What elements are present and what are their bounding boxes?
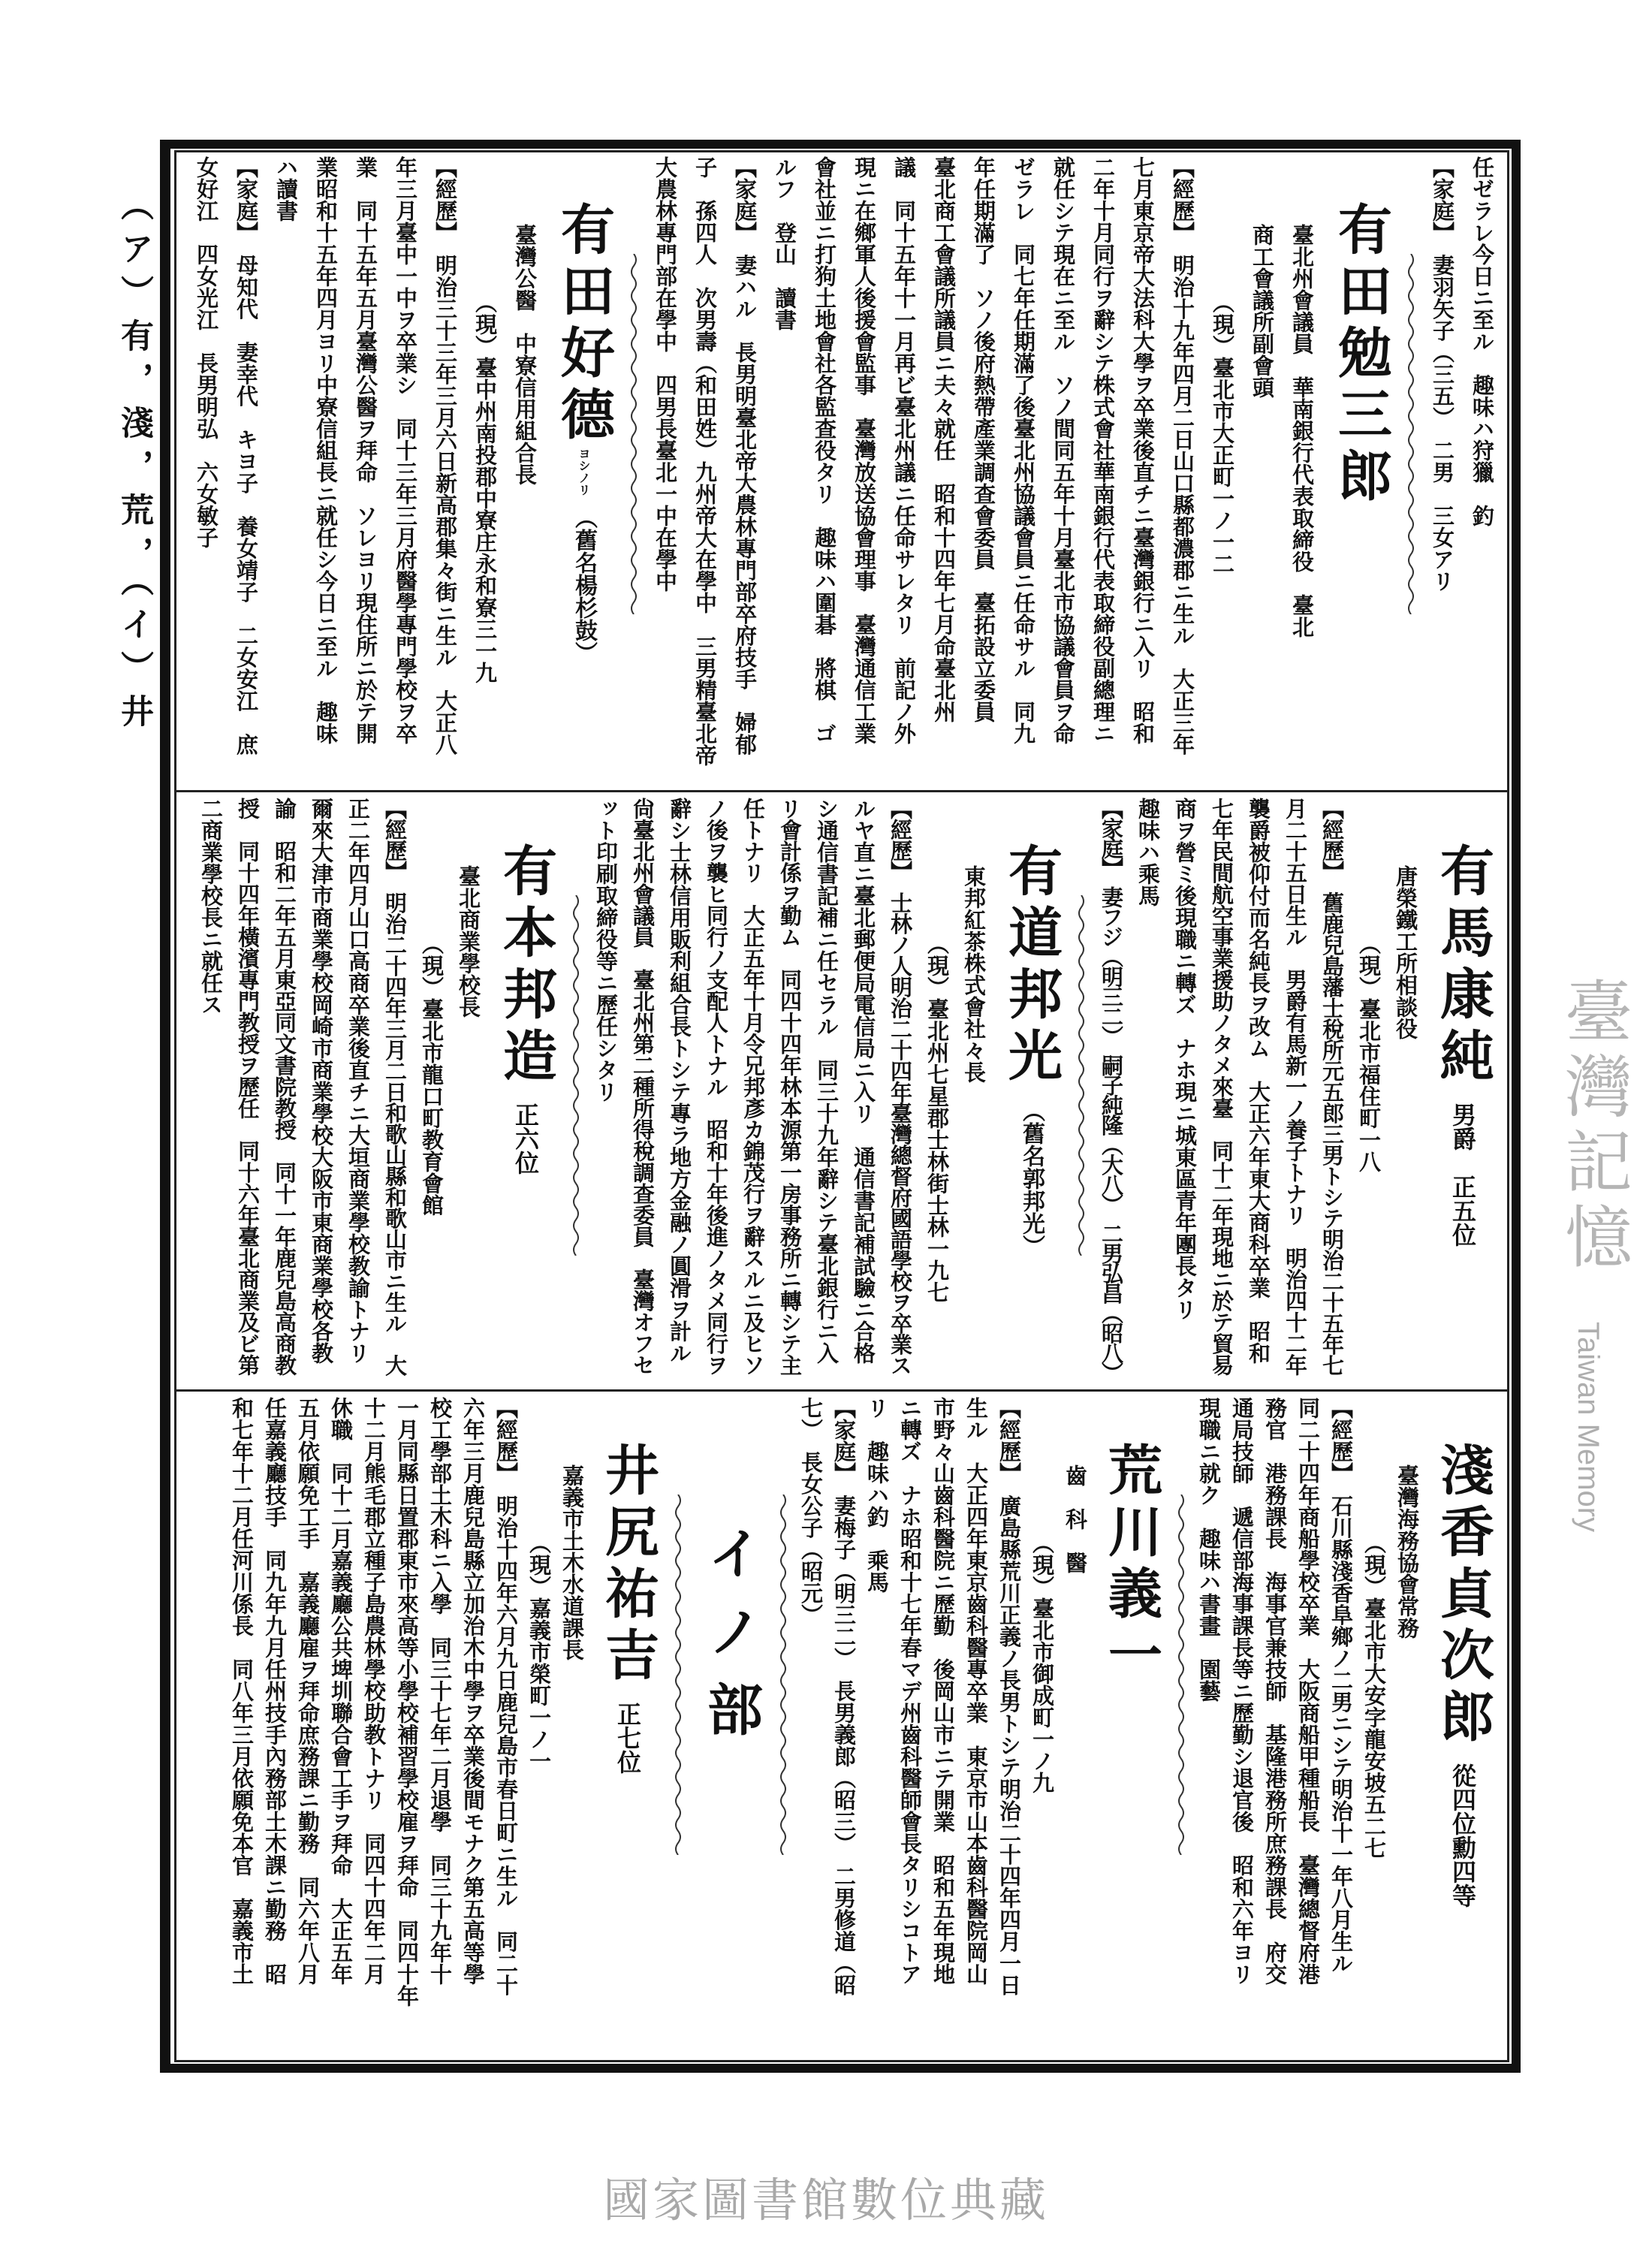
entry-name-heading	[1424, 798, 1502, 1383]
text-column: リ 趣味ハ釣 乘馬	[864, 1397, 890, 1593]
text-column: 業昭和十五年四月ヨリ中寮信組長ニ就任シ今日ニ至ル 趣味	[313, 156, 339, 744]
text-column: 【經歷】 士林ノ人明治二十四年臺灣總督府國語學校ヲ卒業ス	[888, 798, 913, 1376]
text-column: 現ニ在鄉軍人後援會監事 臺灣放送協會理事 臺灣通信工業	[852, 156, 877, 744]
text-column: 年任期滿了 ソノ後府熱帶產業調查會委員 臺拓設立委員	[971, 156, 996, 722]
text-column: 月二十五日生ル 男爵有馬新一ノ養子トナリ 明治四十二年	[1283, 798, 1308, 1376]
person-name: 井尻祐吉	[596, 1442, 660, 1688]
text-column: 【經歷】 明治二十四年三月二日和歌山縣和歌山市ニ生ル 大	[382, 798, 408, 1376]
text-column: 【家庭】 妻ハル 長男明臺北帝大農林專門部卒府技手 婦郁	[732, 156, 758, 756]
text-column: 同二十四年商船學校卒業 大阪商船甲種船長 臺灣總督府港	[1295, 1397, 1321, 1985]
text-column: ハ讀書	[273, 156, 299, 222]
text-column: 七月東京帝大法科大學ヲ卒業後直チニ臺灣銀行ニ入リ 昭和	[1130, 156, 1156, 744]
wavy-line-icon	[776, 1494, 791, 1855]
entry-name-heading	[1092, 1397, 1170, 2058]
text-column: 【家庭】 妻羽矢子（三五） 二男 三女アリ	[1430, 156, 1455, 592]
footer-credit: 國家圖書館數位典藏	[602, 2173, 1049, 2227]
entry-position: 臺灣公醫 中寮信用組合長	[512, 224, 538, 485]
text-column: 授 同十四年橫濱專門教授ヲ歷任 同十六年臺北商業及ビ第	[235, 798, 261, 1376]
former-name: （舊名郭邦光）	[1018, 1099, 1045, 1257]
text-column: 二年十月同行ヲ辭シテ株式會社華南銀行代表取締役副總理ニ	[1090, 156, 1116, 744]
text-column: 就任シテ現在ニ至ル ソノ間同五年十月臺北市協議會員ヲ命	[1051, 156, 1076, 744]
text-column: 五月依願免工手 嘉義廳雇ヲ拜命庶務課ニ勤務 同六年八月	[295, 1397, 321, 1985]
text-column: 大農林專門部在學中 四男長臺北一中在學中	[653, 156, 678, 592]
text-column: シ通信書記補ニ任セラル 同三十九年辭シテ臺北銀行ニ入	[814, 798, 840, 1364]
person-name: 有田勉三郎	[1329, 201, 1393, 509]
court-rank: 正七位	[613, 1702, 642, 1774]
band-divider	[176, 1389, 1507, 1392]
text-column: 【經歷】 舊鹿兒島藩士稅所元五郎三男トシテ明治二十五年七	[1319, 798, 1345, 1376]
text-column: 一月同縣日置郡東市來高等小學校補習學校雇ヲ拜命 同四十年	[394, 1397, 420, 2007]
text-column: 生ル 大正四年東京齒科醫專卒業 東京市山本齒科醫院岡山	[963, 1397, 989, 1985]
text-column: 趣味ハ乘馬	[1135, 798, 1161, 906]
text-column: 年三月臺中一中ヲ卒業シ 同十三年三月府醫學專門學校ヲ卒	[393, 156, 418, 744]
entry-position: 東邦紅茶株式會社々長	[961, 865, 987, 1083]
wavy-separator	[623, 156, 645, 784]
text-column: 【經歷】 明治三十三年三月六日新高郡集々街ニ生ル 大正八	[433, 156, 458, 756]
person-name: 有本邦造	[494, 843, 558, 1089]
text-column: 【經歷】 石川縣淺香阜鄉ノ二男ニシテ明治十一年八月生ル	[1328, 1397, 1354, 1974]
entry-address: （現）嘉義市榮町一ノ一	[526, 1532, 552, 1772]
text-column: 【家庭】 母知代 妻幸代 キヨ子 養女靖子 二女安江 庶	[234, 156, 259, 756]
text-column: 商ヲ營ミ後現職ニ轉ズ ナホ現ニ城東區青年團長タリ	[1172, 798, 1198, 1320]
wavy-line-icon	[671, 1494, 686, 1855]
entry-address: （現）臺北市大安字龍安坡五二七	[1361, 1532, 1387, 1859]
entry-position: 唐榮鐵工所相談役	[1393, 865, 1418, 1039]
wavy-separator	[565, 798, 587, 1383]
wavy-separator	[1400, 156, 1422, 784]
entry-position: 齒 科 醫	[1063, 1464, 1088, 1573]
text-column: 六年三月鹿兒島縣立加治木中學ヲ卒業後間モナク第五高等學	[460, 1397, 486, 1985]
entry-address: （現）臺北市大正町一ノ一二	[1210, 291, 1235, 575]
wavy-line-icon	[1403, 254, 1418, 614]
entry-position: 臺灣海務協會常務	[1394, 1464, 1420, 1639]
watermark-logo: 臺灣記憶	[1553, 976, 1632, 1277]
entry-name-heading	[589, 1397, 667, 2058]
entry-position: 臺北商業學校長	[456, 865, 481, 1018]
text-column: 議 同十五年十一月再ビ臺北州議ニ任命サレタリ 前記ノ外	[891, 156, 917, 744]
entry-address: （現）臺北市福住町一八	[1356, 933, 1382, 1172]
text-column: 業 同十五年五月臺灣公醫ヲ拜命 ソレヨリ現住所ニ於テ開	[353, 156, 378, 744]
text-column: 二商業學校長ニ就任ス	[198, 798, 224, 1015]
text-column: 休職 同十二月嘉義廳公共埤圳聯合會工手ヲ拜命 大正五年	[328, 1397, 354, 1985]
band-bottom	[180, 1397, 1502, 2058]
text-column: 【經歷】 明治十四年六月九日鹿兒島市春日町ニ生ル 同二十	[493, 1397, 519, 1996]
text-column: 七年民間航空事業援助ノタメ來臺 同十二年現地ニ於テ貿易	[1209, 798, 1234, 1376]
text-column: ノ後ヲ襲ヒ同行ノ支配人トナル 昭和十年後進ノタメ同行ヲ	[704, 798, 729, 1376]
entry-address: （現）臺北州七星郡士林街士林一九七	[924, 933, 950, 1303]
margin-index: （ア）有，淺，荒，（イ）井	[115, 188, 153, 737]
band-divider	[176, 790, 1507, 792]
entry-position: 嘉義市土木水道課長	[559, 1464, 585, 1660]
former-name: （舊名楊杉鼓）	[571, 506, 597, 664]
court-rank: 從四位勳四等	[1449, 1763, 1477, 1908]
text-column: ニ轉ズ ナホ昭和十七年春マデ州齒科醫師會長タリシコトア	[897, 1397, 923, 1985]
text-column: ット印刷取締役等ニ歷任シタリ	[593, 798, 619, 1102]
wavy-line-icon	[568, 895, 583, 1256]
person-name: 荒川義一	[1099, 1442, 1163, 1688]
text-column: 【經歷】 廣島縣荒川正義ノ長男トシテ明治二十四年四月一日	[996, 1397, 1022, 1996]
wavy-separator	[667, 1397, 689, 2058]
text-column: 任嘉義廳技手 同九年九月任州技手內務部土木課ニ勤務 昭	[262, 1397, 288, 1985]
text-column: 十二月熊毛郡立種子島農林學校助教トナリ 同四十四年二月	[361, 1397, 387, 1985]
text-column: 子 孫四人 次男壽（和田姓）九州帝大在學中 三男精臺北帝	[692, 156, 718, 766]
wavy-line-icon	[1174, 1494, 1189, 1855]
text-column: 辭シ士林信用販利組合長トシテ專ラ地方金融ノ圓滑ヲ計ル	[667, 798, 692, 1364]
section-heading: イノ部	[698, 1525, 763, 1759]
text-column: ルヤ直ニ臺北郵便局電信局ニ入リ 通信書記補試驗ニ合格	[851, 798, 876, 1364]
person-name: 有馬康純	[1431, 843, 1495, 1089]
text-column: 和七年十二月任河川係長 同八年三月依願免本官 嘉義市土	[229, 1397, 255, 1985]
entry-position: 商工會議所副會頭	[1250, 224, 1275, 398]
entry-address: （現）臺北市御成町一ノ九	[1029, 1532, 1055, 1793]
wavy-line-icon	[1074, 895, 1089, 1256]
text-column: 現職ニ就ク 趣味ハ書畫 園藝	[1196, 1397, 1222, 1702]
text-column: 襲爵被仰付而名純長ヲ改ム 大正六年東大商科卒業 昭和	[1246, 798, 1271, 1364]
entry-address: （現）臺北市龍口町教育會館	[419, 933, 445, 1216]
text-column: ルフ 登山 讀書	[772, 156, 797, 330]
text-column: リ會計係ヲ勤ム 同四十四年林本源第一房事務所ニ轉シテ主	[777, 798, 803, 1376]
wavy-separator	[1170, 1397, 1192, 2058]
text-column: 【經歷】 明治十九年四月二日山口縣都濃郡ニ生ル 大正三年	[1170, 156, 1195, 756]
text-column: 會社並ニ打狗土地會社各監查役タリ 趣味ハ圍碁 將棋 ゴ	[812, 156, 837, 744]
text-column: 校工學部土木科ニ入學 同三十七年二月退學 同三十九年十	[427, 1397, 453, 1985]
text-column: 七） 長女公子（昭元）	[798, 1397, 824, 1626]
wavy-separator	[1070, 798, 1093, 1383]
entry-position: 臺北州會議員 華南銀行代表取締役 臺北	[1289, 224, 1315, 638]
person-name: 有道邦光	[999, 843, 1063, 1089]
person-name: 有田好德	[552, 201, 616, 448]
text-column: 任トナリ 大正五年十月令兄邦彥カ錦茂行ヲ辭スルニ及ヒソ	[740, 798, 766, 1376]
text-column: 爾來大津市商業學校岡崎市商業學校大阪市東商業學校各教	[309, 798, 334, 1364]
text-column: 諭 昭和二年五月東亞同文書院教授 同十一年鹿兒島高商教	[272, 798, 297, 1376]
text-column: 務官 港務課長 海事官兼技師 基隆港務所庶務課長 府交	[1262, 1397, 1288, 1985]
wavy-separator	[772, 1397, 794, 2058]
person-name: 淺香貞次郎	[1431, 1442, 1495, 1750]
watermark-subtitle: Taiwan Memory	[1572, 1322, 1605, 1533]
text-column: 任ゼラレ今日ニ至ル 趣味ハ狩獵 釣	[1470, 156, 1495, 526]
entry-name-heading	[992, 798, 1070, 1383]
text-column: 通局技師 遞信部海事課長等ニ歷勤シ退官後 昭和六年ヨリ	[1229, 1397, 1255, 1985]
wavy-line-icon	[626, 254, 641, 614]
band-middle	[180, 798, 1502, 1383]
entry-name-heading	[1424, 1397, 1502, 2058]
text-column: 市野々山齒科醫院ニ歷勤 後岡山市ニテ開業 昭和五年現地	[930, 1397, 956, 1985]
name-ruby: ヨシノリ	[577, 448, 591, 496]
court-rank: 正六位	[511, 1102, 540, 1175]
court-rank: 男爵 正五位	[1449, 1102, 1477, 1247]
text-column: 臺北商工會議所議員ニ夫々就任 昭和十四年七月命臺北州	[931, 156, 957, 722]
text-column: 【家庭】 妻フジ（明三二） 嗣子純隆（大八） 二男弘昌（昭八）	[1099, 798, 1124, 1382]
entry-name-heading	[544, 156, 623, 784]
entry-name-heading	[1322, 156, 1400, 784]
text-column: 【家庭】 妻梅子（明三二） 長男義郎（昭三） 二男修道（昭	[831, 1397, 857, 1996]
band-top	[180, 156, 1502, 784]
text-column: 女好江 四女光江 長男明弘 六女敏子	[194, 156, 219, 548]
entry-address: （現）臺中州南投郡中寮庄永和寮三一九	[472, 291, 498, 683]
entry-name-heading	[487, 798, 565, 1383]
text-column: 正二年四月山口高商卒業後直チニ大垣商業學校教諭トナリ	[345, 798, 371, 1364]
text-column: ゼラレ 同七年任期滿了後臺北州協議會員ニ任命サル 同九	[1011, 156, 1036, 744]
text-column: 尙臺北州會議員 臺北州第二種所得稅調查委員 臺灣オフセ	[630, 798, 656, 1376]
